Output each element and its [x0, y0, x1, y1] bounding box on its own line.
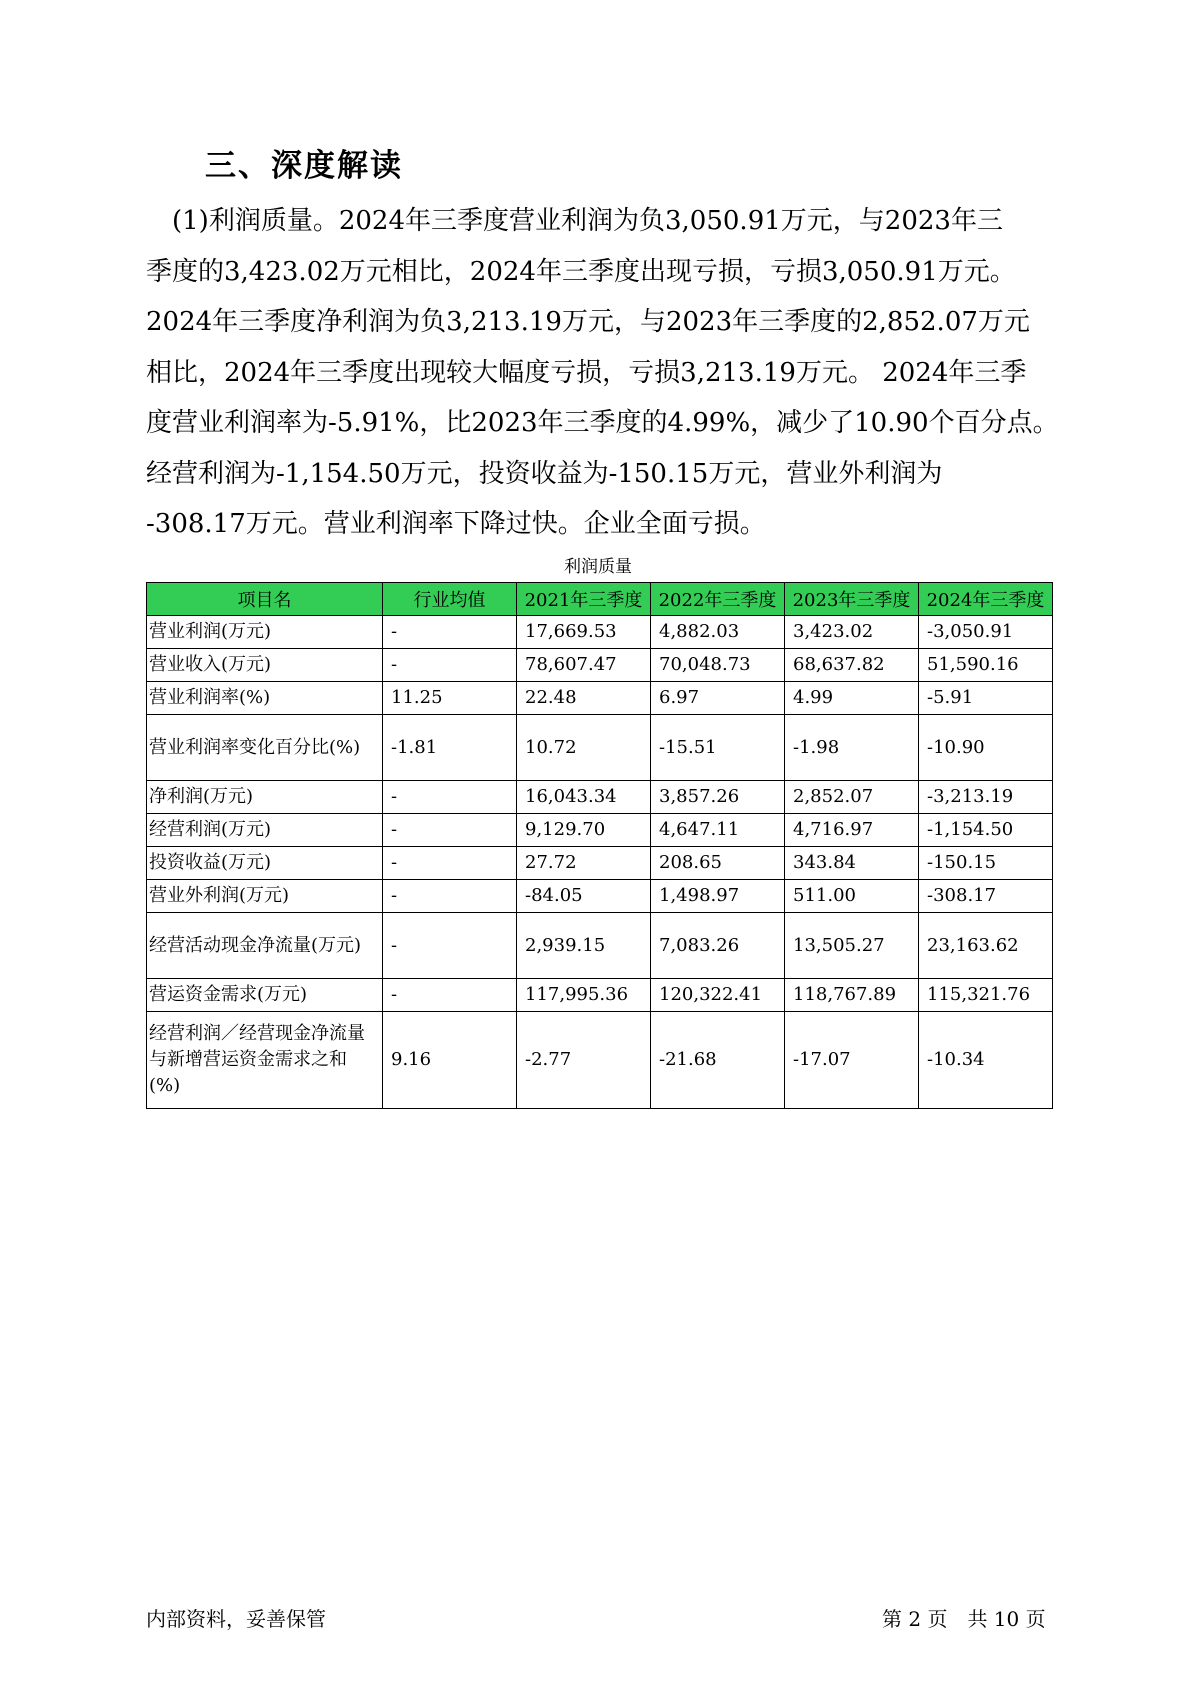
- row-label: 营运资金需求(万元): [147, 979, 383, 1012]
- column-header: 2022年三季度: [651, 583, 785, 616]
- table-row: [147, 913, 1053, 979]
- table-row: [147, 1012, 1053, 1109]
- paragraph-line: -308.17万元。营业利润率下降过快。企业全面亏损。: [146, 509, 766, 539]
- table-row: [147, 814, 1053, 847]
- table-cell: -1.81: [383, 715, 517, 781]
- column-header: 项目名: [147, 583, 383, 616]
- row-label: 经营利润(万元): [147, 814, 383, 847]
- paragraph-line: 度营业利润率为-5.91%，比2023年三季度的4.99%，减少了10.90个百分点。: [146, 408, 1059, 438]
- table-cell: -84.05: [517, 880, 651, 913]
- table-cell: -: [383, 781, 517, 814]
- table-cell: -2.77: [517, 1012, 651, 1109]
- table-cell: 27.72: [517, 847, 651, 880]
- row-label: 经营活动现金净流量(万元): [147, 913, 383, 979]
- table-cell: -5.91: [919, 682, 1053, 715]
- column-header: 2024年三季度: [919, 583, 1053, 616]
- table-cell: 6.97: [651, 682, 785, 715]
- table-cell: -: [383, 880, 517, 913]
- table-cell: -308.17: [919, 880, 1053, 913]
- table-cell: 9,129.70: [517, 814, 651, 847]
- table-cell: 10.72: [517, 715, 651, 781]
- table-cell: 3,423.02: [785, 616, 919, 649]
- table-cell: -10.34: [919, 1012, 1053, 1109]
- column-header: 2021年三季度: [517, 583, 651, 616]
- table-cell: -: [383, 814, 517, 847]
- analysis-paragraph: [146, 196, 1061, 550]
- table-row: [147, 715, 1053, 781]
- table-cell: -21.68: [651, 1012, 785, 1109]
- profit-quality-table: [146, 582, 1053, 1109]
- table-header-row: [147, 583, 1053, 616]
- table-cell: 11.25: [383, 682, 517, 715]
- table-cell: 4,716.97: [785, 814, 919, 847]
- table-cell: 16,043.34: [517, 781, 651, 814]
- table-cell: -150.15: [919, 847, 1053, 880]
- footer-confidential-note: 内部资料，妥善保管: [146, 1607, 326, 1631]
- paragraph-line: 2024年三季度净利润为负3,213.19万元，与2023年三季度的2,852.07万元: [146, 307, 1030, 337]
- table-cell: 7,083.26: [651, 913, 785, 979]
- table-cell: -3,213.19: [919, 781, 1053, 814]
- table-cell: -1,154.50: [919, 814, 1053, 847]
- table-cell: 208.65: [651, 847, 785, 880]
- table-cell: 17,669.53: [517, 616, 651, 649]
- table-caption: 利润质量: [564, 557, 632, 577]
- table-row: [147, 616, 1053, 649]
- table-cell: 117,995.36: [517, 979, 651, 1012]
- table-row: [147, 880, 1053, 913]
- footer-page-number: 第 2 页 共 10 页: [882, 1607, 1046, 1631]
- row-label: 投资收益(万元): [147, 847, 383, 880]
- table-cell: 9.16: [383, 1012, 517, 1109]
- table-cell: 2,939.15: [517, 913, 651, 979]
- paragraph-line: 相比，2024年三季度出现较大幅度亏损，亏损3,213.19万元。 2024年三季: [146, 357, 1027, 388]
- table-cell: 68,637.82: [785, 649, 919, 682]
- table-cell: -1.98: [785, 715, 919, 781]
- table-cell: 22.48: [517, 682, 651, 715]
- paragraph-line: 经营利润为-1,154.50万元，投资收益为-150.15万元，营业外利润为: [146, 458, 943, 489]
- table-cell: 118,767.89: [785, 979, 919, 1012]
- row-label: 营业利润率变化百分比(%): [147, 715, 383, 781]
- table-cell: 78,607.47: [517, 649, 651, 682]
- row-label: 净利润(万元): [147, 781, 383, 814]
- table-cell: 115,321.76: [919, 979, 1053, 1012]
- table-cell: -15.51: [651, 715, 785, 781]
- paragraph-line: (1)利润质量。2024年三季度营业利润为负3,050.91万元，与2023年三: [146, 206, 1003, 236]
- table-cell: -: [383, 979, 517, 1012]
- column-header: 2023年三季度: [785, 583, 919, 616]
- table-cell: -: [383, 913, 517, 979]
- table-row: [147, 649, 1053, 682]
- table-cell: 343.84: [785, 847, 919, 880]
- table-cell: 4,647.11: [651, 814, 785, 847]
- table-cell: 70,048.73: [651, 649, 785, 682]
- table-row: [147, 682, 1053, 715]
- table-cell: 120,322.41: [651, 979, 785, 1012]
- table-cell: 23,163.62: [919, 913, 1053, 979]
- table-cell: 4,882.03: [651, 616, 785, 649]
- table-row: [147, 781, 1053, 814]
- table-cell: 2,852.07: [785, 781, 919, 814]
- table-cell: 1,498.97: [651, 880, 785, 913]
- table-cell: 51,590.16: [919, 649, 1053, 682]
- table-cell: 511.00: [785, 880, 919, 913]
- row-label: 经营利润／经营现金净流量与新增营运资金需求之和(%): [147, 1012, 383, 1109]
- row-label: 营业利润(万元): [147, 616, 383, 649]
- table-row: [147, 847, 1053, 880]
- row-label: 营业收入(万元): [147, 649, 383, 682]
- paragraph-line: 季度的3,423.02万元相比，2024年三季度出现亏损，亏损3,050.91万元。: [146, 256, 1016, 287]
- table-cell: 3,857.26: [651, 781, 785, 814]
- table-cell: -: [383, 616, 517, 649]
- table-row: [147, 979, 1053, 1012]
- section-heading: 三、深度解读: [205, 148, 403, 184]
- table-cell: 4.99: [785, 682, 919, 715]
- table-cell: -: [383, 847, 517, 880]
- column-header: 行业均值: [383, 583, 517, 616]
- row-label: 营业利润率(%): [147, 682, 383, 715]
- table-cell: -: [383, 649, 517, 682]
- table-cell: -10.90: [919, 715, 1053, 781]
- table-cell: -17.07: [785, 1012, 919, 1109]
- table-cell: -3,050.91: [919, 616, 1053, 649]
- table-cell: 13,505.27: [785, 913, 919, 979]
- row-label: 营业外利润(万元): [147, 880, 383, 913]
